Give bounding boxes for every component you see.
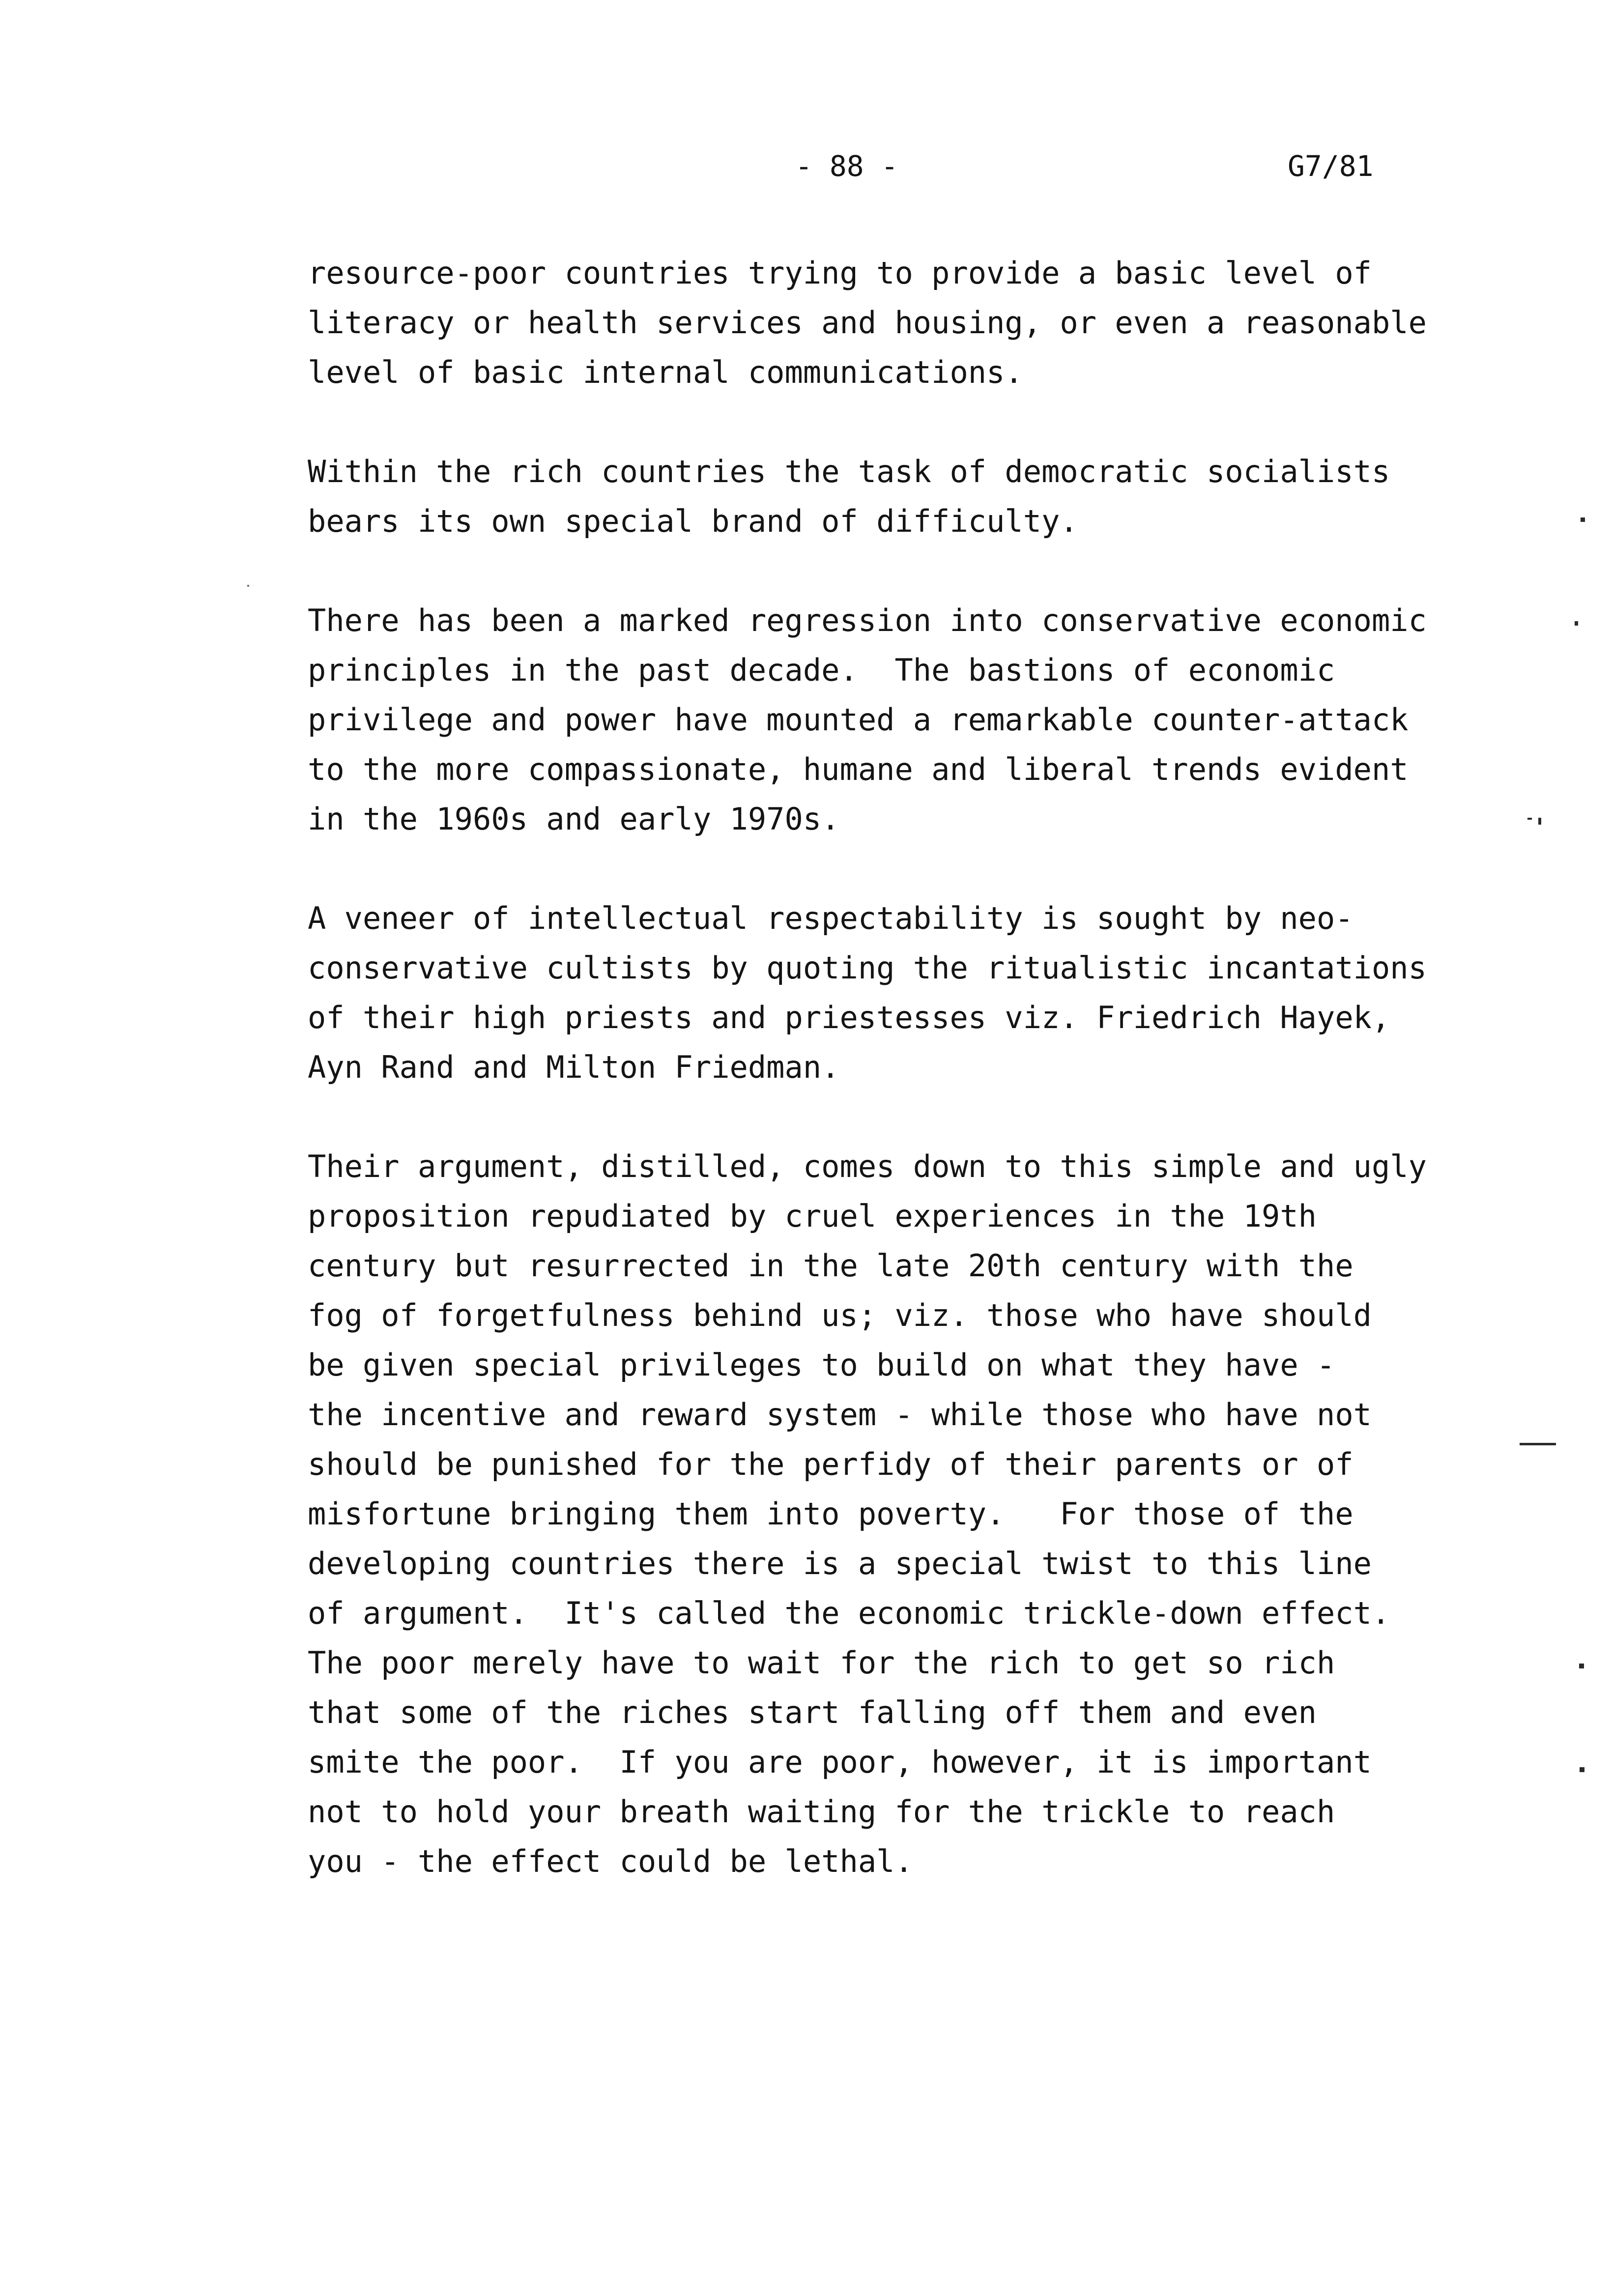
margin-mark (1581, 517, 1585, 522)
paragraph (308, 893, 1585, 1092)
text-line: that some of the riches start falling off them and even (308, 1694, 1317, 1730)
text-line: A veneer of intellectual respectability is sought by neo- (308, 900, 1353, 936)
text-line: resource-poor countries trying to provide a basic level of (308, 255, 1372, 291)
paragraph (308, 447, 1585, 546)
text-line: level of basic internal communications. (308, 354, 1023, 390)
page-header (0, 146, 1612, 186)
text-line: bears its own special brand of difficulty. (308, 503, 1078, 539)
text-line: of their high priests and priestesses viz. Friedrich Hayek, (308, 1000, 1390, 1035)
text-line: There has been a marked regression into conservative economic (308, 603, 1427, 638)
text-line: literacy or health services and housing, or even a reasonable (308, 305, 1427, 341)
text-line: proposition repudiated by cruel experiences in the 19th (308, 1198, 1317, 1234)
text-line: the incentive and reward system - while those who have not (308, 1397, 1372, 1433)
text-line: Ayn Rand and Milton Friedman. (308, 1049, 840, 1085)
margin-mark (1520, 1443, 1556, 1445)
text-line: privilege and power have mounted a remarkable counter-attack (308, 702, 1409, 738)
text-line: to the more compassionate, humane and liberal trends evident (308, 751, 1409, 787)
text-line: you - the effect could be lethal. (308, 1843, 913, 1879)
body-text (308, 248, 1585, 1936)
text-line: in the 1960s and early 1970s. (308, 801, 840, 837)
text-line: not to hold your breath waiting for the trickle to reach (308, 1794, 1335, 1830)
text-line: of argument. It's called the economic trickle-down effect. (308, 1595, 1390, 1631)
text-line: fog of forgetfulness behind us; viz. those who have should (308, 1297, 1372, 1333)
paragraph (308, 1142, 1585, 1886)
margin-mark (1538, 818, 1541, 825)
text-line: conservative cultists by quoting the ritualistic incantations (308, 950, 1427, 986)
margin-mark (1580, 1767, 1584, 1772)
text-line: principles in the past decade. The bastions of economic (308, 652, 1335, 688)
text-line: misfortune bringing them into poverty. For those of the (308, 1496, 1353, 1532)
text-line: should be punished for the perfidy of their parents or of (308, 1446, 1353, 1482)
paragraph (308, 248, 1585, 397)
text-line: developing countries there is a special twist to this line (308, 1546, 1372, 1581)
margin-mark (1579, 1664, 1584, 1668)
text-line: be given special privileges to build on what they have - (308, 1347, 1335, 1383)
margin-mark (1575, 621, 1578, 626)
document-reference: G7/81 (1288, 149, 1374, 183)
text-line: Their argument, distilled, comes down to this simple and ugly (308, 1148, 1427, 1184)
margin-mark (1527, 818, 1532, 820)
page-number: - 88 - (795, 149, 898, 183)
text-line: The poor merely have to wait for the rich to get so rich (308, 1645, 1335, 1681)
margin-mark (247, 585, 249, 587)
text-line: Within the rich countries the task of democratic socialists (308, 454, 1390, 489)
text-line: smite the poor. If you are poor, however, it is important (308, 1744, 1372, 1780)
paragraph (308, 596, 1585, 844)
text-line: century but resurrected in the late 20th century with the (308, 1248, 1353, 1284)
